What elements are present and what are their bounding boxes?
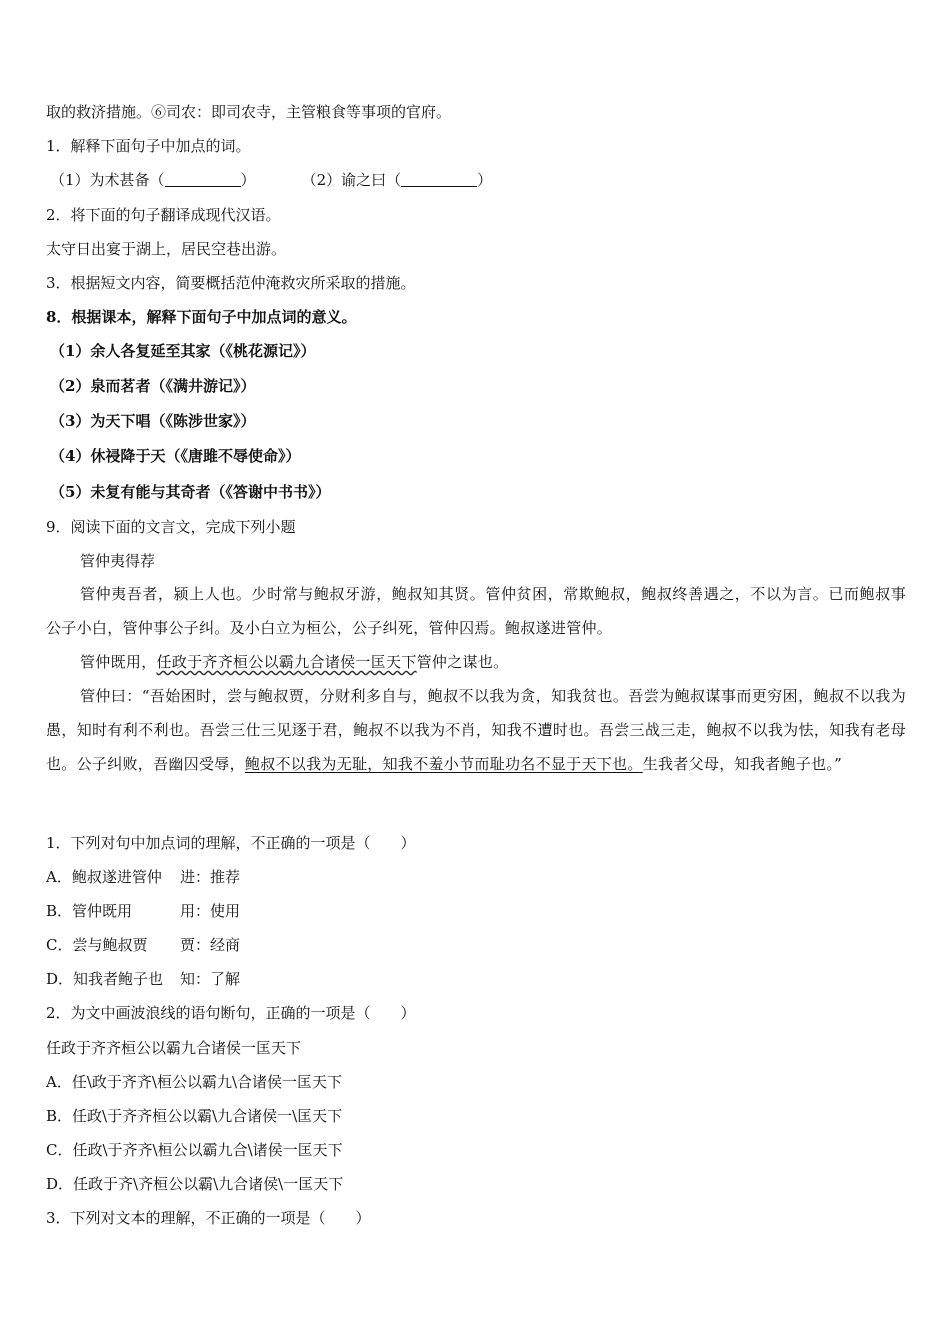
underlined-sentence: 鲍叔不以我为无耻，知我不羞小节而耻功名不显于天下也。: [244, 755, 643, 773]
answer-blank-2[interactable]: [401, 171, 477, 187]
sub-question-1-option-d[interactable]: D．知我者鲍子也 知：了解: [46, 970, 241, 988]
sub-question-2-option-d[interactable]: D．任政于齐\齐桓公以霸\九合诸侯\一匡天下: [46, 1175, 344, 1193]
question-8-item-1: （1）余人各复延至其家（《桃花源记》）: [50, 342, 316, 360]
question-9-prompt: 9．阅读下面的文言文，完成下列小题: [46, 518, 296, 536]
passage-paragraph-3: 管仲曰：“吾始困时，尝与鲍叔贾，分财利多自与，鲍叔不以我为贪，知我贫也。吾尝为鲍叔谋事而更穷困，鲍叔不以我为愚，知时有利不利也。吾尝三仕三见逐于君，鲍叔不以我为不肖，知我不遭时也。吾尝三战三走，鲍叔不以我为怯，知我有老母也。公子纠败，吾幽囚受辱，鲍叔不以我为无耻，知我不羞小节而耻功名不显于天下也。生我者父母，知我者鲍子也。”: [46, 687, 906, 773]
sub-question-1: 1．下列对句中加点词的理解，不正确的一项是（ ）: [46, 834, 416, 852]
blank-2-label: （2）谕之曰（: [301, 171, 402, 189]
question-1-blanks: （1）为术甚备（ ） （2）谕之曰（ ）: [50, 171, 493, 189]
question-1-prompt: 1．解释下面句子中加点的词。: [46, 137, 251, 155]
sub-question-2-option-a[interactable]: A．任\政于齐齐\桓公以霸九\合诸侯一匡天下: [46, 1073, 342, 1091]
question-8-prompt: 8．根据课本，解释下面句子中加点词的意义。: [46, 308, 357, 326]
sub-question-2-option-b[interactable]: B．任政\于齐齐桓公以霸\九合诸侯一\匡天下: [46, 1107, 343, 1125]
sub-question-2-option-c[interactable]: C．任政\于齐齐\桓公以霸九合\诸侯一匡天下: [46, 1141, 343, 1159]
sub-question-1-option-a[interactable]: A．鲍叔遂进管仲 进：推荐: [46, 868, 241, 886]
wavy-underlined-sentence: 任政于齐齐桓公以霸九合诸侯一匡天下: [156, 653, 417, 671]
blank-1-label: （1）为术甚备（: [50, 171, 165, 189]
passage-paragraph-1: 管仲夷吾者，颍上人也。少时常与鲍叔牙游，鲍叔知其贤。管仲贫困，常欺鲍叔，鲍叔终善遇之，不以为言。已而鲍叔事公子小白，管仲事公子纠。及小白立为桓公，公子纠死，管仲囚焉。鲍叔遂进管仲。: [46, 585, 906, 637]
sub-question-1-option-c[interactable]: C．尝与鲍叔贾 贾：经商: [46, 936, 241, 954]
passage-paragraph-2: 管仲既用，任政于齐齐桓公以霸九合诸侯一匡天下管仲之谋也。: [80, 653, 509, 671]
sub-question-1-option-b[interactable]: B．管仲既用 用：使用: [46, 902, 241, 920]
answer-blank-1[interactable]: [165, 171, 241, 187]
sub-question-2-sentence: 任政于齐齐桓公以霸九合诸侯一匡天下: [46, 1039, 302, 1057]
question-8-item-4: （4）休祲降于天（《唐雎不辱使命》）: [50, 447, 301, 465]
sub-question-3: 3．下列对文本的理解，不正确的一项是（ ）: [46, 1209, 371, 1227]
question-2-prompt: 2．将下面的句子翻译成现代汉语。: [46, 206, 281, 224]
question-2-sentence: 太守日出宴于湖上，居民空巷出游。: [46, 240, 287, 258]
question-3-prompt: 3．根据短文内容，简要概括范仲淹救灾所采取的措施。: [46, 274, 416, 292]
question-8-item-3: （3）为天下唱（《陈涉世家》）: [50, 412, 256, 430]
sub-question-2: 2．为文中画波浪线的语句断句，正确的一项是（ ）: [46, 1004, 416, 1022]
question-8-item-5: （5）未复有能与其奇者（《答谢中书书》）: [50, 483, 331, 501]
question-8-item-2: （2）泉而茗者（《满井游记》）: [50, 377, 256, 395]
passage-title: 管仲夷得荐: [80, 552, 156, 570]
note-line: 取的救济措施。⑥司农：即司农寺，主管粮食等事项的官府。: [46, 103, 452, 121]
